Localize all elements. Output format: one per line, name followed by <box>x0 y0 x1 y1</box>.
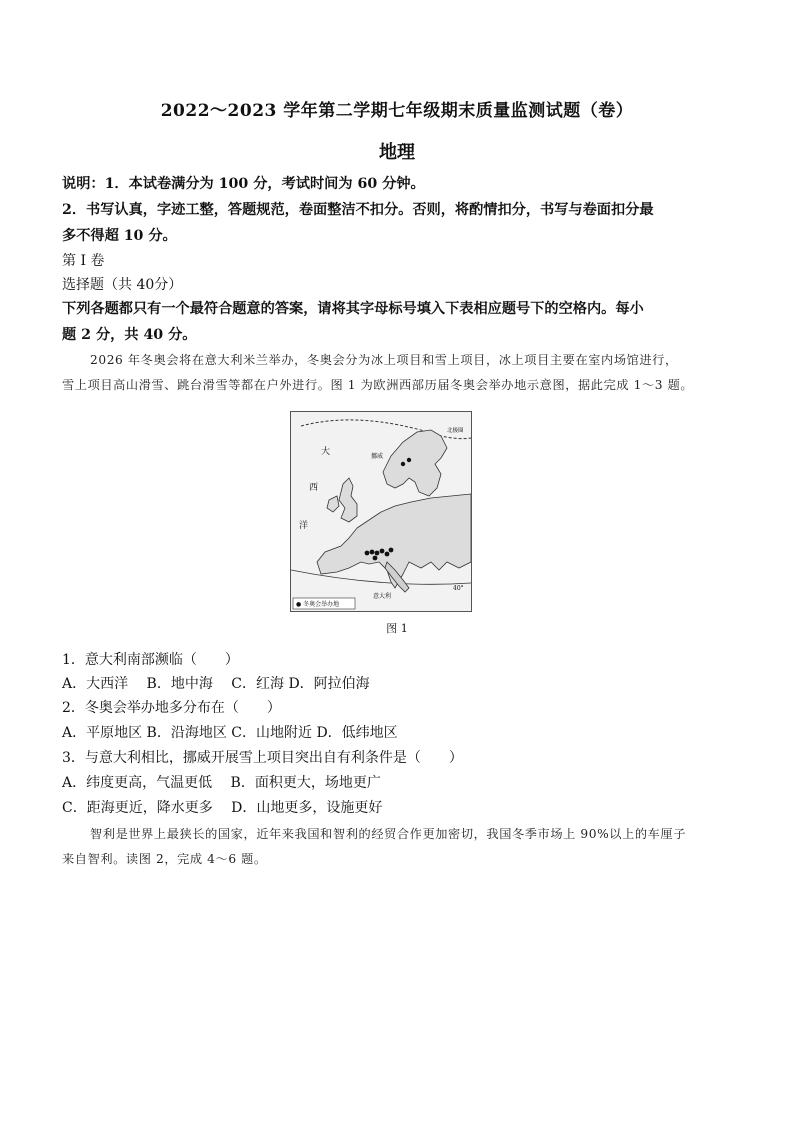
question-2-options: A．平原地区 B．沿海地区 C．山地附近 D．低纬地区 <box>62 725 398 741</box>
host-city-dot <box>365 551 370 556</box>
arctic-circle-label: 北极圈 <box>447 428 464 434</box>
figure-1-caption: 图 1 <box>386 622 408 635</box>
question-2-stem: 2．冬奥会举办地多分布在（ ） <box>62 700 281 716</box>
section-type: 选择题（共 40分） <box>62 277 183 293</box>
host-city-dot <box>373 556 378 561</box>
question-3-stem: 3．与意大利相比，挪威开展雪上项目突出自有利条件是（ ） <box>62 750 463 766</box>
italy-label: 意大利 <box>373 593 392 600</box>
subject-title: 地理 <box>379 142 415 163</box>
instructions-line-1: 说明：1．本试卷满分为 100 分，考试时间为 60 分钟。 <box>62 176 425 192</box>
host-city-dot <box>370 550 375 555</box>
host-city-dot <box>375 551 380 556</box>
part-label: 第 I 卷 <box>62 253 105 269</box>
passage-1-line-2: 雪上项目高山滑雪、跳台滑雪等都在户外进行。图 1 为欧洲西部历届冬奥会举办地示意图，据此完成 1～3 题。 <box>62 378 694 392</box>
ocean-label-2: 西 <box>309 483 319 493</box>
norway-label: 挪威 <box>371 453 384 460</box>
latitude-40-label: 40° <box>453 585 464 592</box>
instructions-line-2: 2．书写认真，字迹工整，答题规范，卷面整洁不扣分。否则，将酌情扣分，书写与卷面扣分最 <box>62 202 654 218</box>
passage-2-line-1: 智利是世界上最狭长的国家，近年来我国和智利的经贸合作更加密切，我国冬季市场上 90%以上的车厘子 <box>90 827 687 841</box>
question-1-stem: 1．意大利南部濒临（ ） <box>62 652 239 668</box>
passage-2-line-2: 来自智利。读图 2，完成 4～6 题。 <box>62 852 267 866</box>
question-1-options: A．大西洋 B．地中海 C．红海 D．阿拉伯海 <box>62 676 370 692</box>
host-city-dot <box>389 548 394 553</box>
host-city-dot <box>380 549 385 554</box>
question-3-options-ab: A．纬度更高，气温更低 B．面积更大，场地更广 <box>62 775 381 791</box>
directions-line-2: 题 2 分，共 40 分。 <box>62 327 197 343</box>
question-3-options-cd: C．距海更近，降水更多 D．山地更多，设施更好 <box>62 800 383 816</box>
europe-map-figure <box>290 411 472 612</box>
passage-1-line-1: 2026 年冬奥会将在意大利米兰举办，冬奥会分为冰上项目和雪上项目，冰上项目主要在室内场馆进行， <box>90 353 678 367</box>
directions-line-1: 下列各题都只有一个最符合题意的答案，请将其字母标号填入下表相应题号下的空格内。每小 <box>62 301 644 317</box>
ocean-label-1: 大 <box>321 447 331 457</box>
instructions-line-3: 多不得超 10 分。 <box>62 228 177 244</box>
host-city-dot <box>407 458 411 462</box>
exam-title: 2022～2023 学年第二学期七年级期末质量监测试题（卷） <box>160 101 634 121</box>
ocean-label-3: 洋 <box>299 521 309 531</box>
host-city-dot <box>385 552 390 557</box>
map-legend-text: ● 冬奥会举办地 <box>296 601 340 608</box>
host-city-dot <box>401 462 405 466</box>
